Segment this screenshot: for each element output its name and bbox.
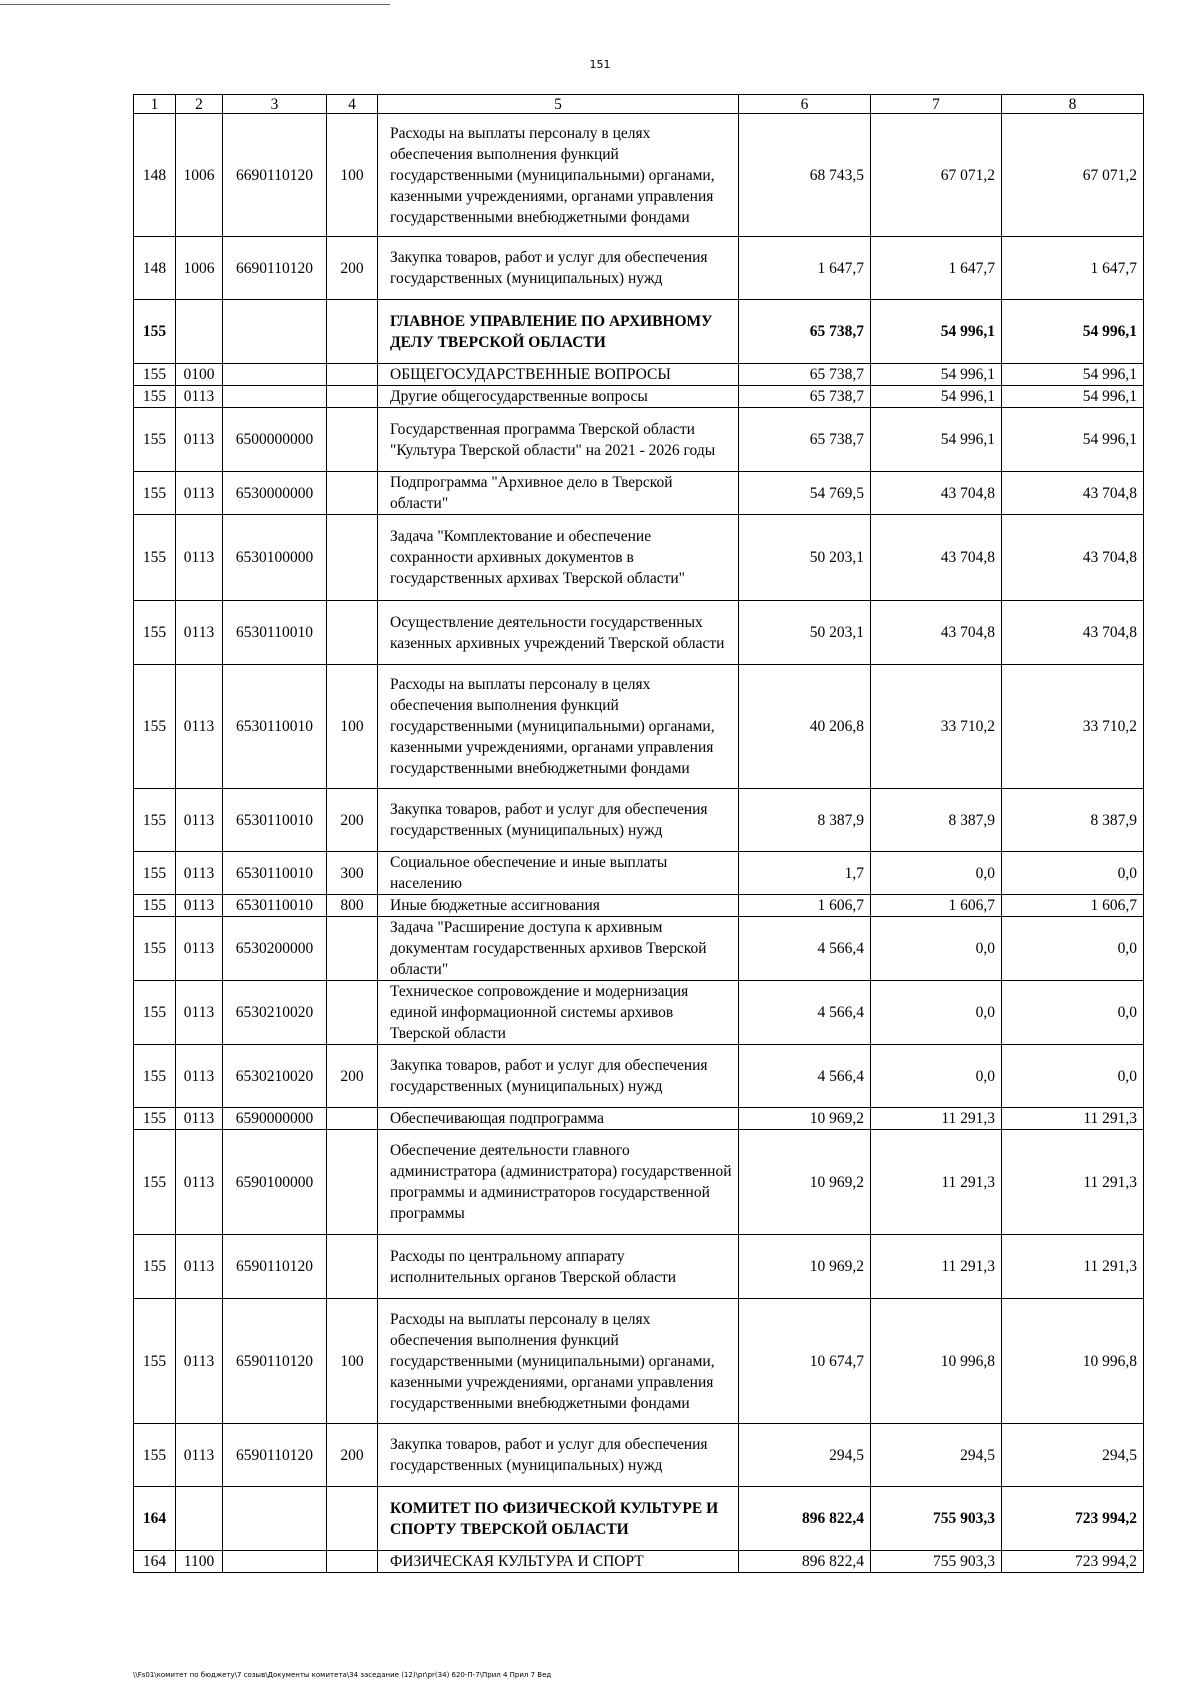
table-row xyxy=(134,472,1144,515)
table-row xyxy=(134,981,1144,1045)
column-header: 2 xyxy=(176,95,223,114)
subsection-code: 1006 xyxy=(176,114,223,237)
amount-col-6: 4 566,4 xyxy=(739,917,871,981)
amount-col-8: 11 291,3 xyxy=(1002,1235,1144,1299)
section-code: 155 xyxy=(134,917,176,981)
section-code: 155 xyxy=(134,1045,176,1108)
table-row xyxy=(134,665,1144,789)
target-article-code: 6530210020 xyxy=(223,1045,327,1108)
amount-col-6: 4 566,4 xyxy=(739,981,871,1045)
item-description: КОМИТЕТ ПО ФИЗИЧЕСКОЙ КУЛЬТУРЕ И СПОРТУ ТВЕРСКОЙ ОБЛАСТИ xyxy=(378,1487,739,1551)
amount-col-6: 294,5 xyxy=(739,1424,871,1487)
amount-col-7: 43 704,8 xyxy=(871,515,1002,601)
amount-col-7: 755 903,3 xyxy=(871,1487,1002,1551)
top-rule xyxy=(0,4,390,5)
amount-col-8: 54 996,1 xyxy=(1002,300,1144,364)
expense-type-code xyxy=(327,601,378,665)
table-body xyxy=(134,95,1144,1573)
section-code: 155 xyxy=(134,1424,176,1487)
section-code: 155 xyxy=(134,364,176,386)
target-article-code: 6530210020 xyxy=(223,981,327,1045)
target-article-code: 6690110120 xyxy=(223,114,327,237)
subsection-code: 0113 xyxy=(176,895,223,917)
section-code: 155 xyxy=(134,1299,176,1424)
item-description: Задача "Комплектование и обеспечение сохранности архивных документов в государственных архивах Тверской области" xyxy=(378,515,739,601)
target-article-code: 6530110010 xyxy=(223,665,327,789)
section-code: 155 xyxy=(134,515,176,601)
amount-col-7: 8 387,9 xyxy=(871,789,1002,852)
table-row xyxy=(134,1108,1144,1130)
item-description: ГЛАВНОЕ УПРАВЛЕНИЕ ПО АРХИВНОМУ ДЕЛУ ТВЕРСКОЙ ОБЛАСТИ xyxy=(378,300,739,364)
amount-col-8: 0,0 xyxy=(1002,1045,1144,1108)
amount-col-8: 723 994,2 xyxy=(1002,1487,1144,1551)
amount-col-6: 10 969,2 xyxy=(739,1130,871,1235)
item-description: Осуществление деятельности государственных казенных архивных учреждений Тверской области xyxy=(378,601,739,665)
amount-col-6: 54 769,5 xyxy=(739,472,871,515)
section-code: 155 xyxy=(134,601,176,665)
expense-type-code: 300 xyxy=(327,852,378,895)
expense-type-code: 200 xyxy=(327,237,378,300)
expense-type-code xyxy=(327,364,378,386)
subsection-code: 0113 xyxy=(176,917,223,981)
target-article-code: 6530110010 xyxy=(223,852,327,895)
table-row xyxy=(134,1487,1144,1551)
subsection-code: 0113 xyxy=(176,789,223,852)
subsection-code: 0113 xyxy=(176,1108,223,1130)
amount-col-7: 54 996,1 xyxy=(871,386,1002,408)
section-code: 155 xyxy=(134,789,176,852)
subsection-code: 0113 xyxy=(176,386,223,408)
page-number: 151 xyxy=(589,58,611,71)
table-row xyxy=(134,1551,1144,1573)
amount-col-8: 43 704,8 xyxy=(1002,515,1144,601)
amount-col-7: 1 606,7 xyxy=(871,895,1002,917)
amount-col-7: 10 996,8 xyxy=(871,1299,1002,1424)
table-row xyxy=(134,1424,1144,1487)
item-description: Техническое сопровождение и модернизация единой информационной системы архивов Тверской области xyxy=(378,981,739,1045)
subsection-code: 0113 xyxy=(176,408,223,472)
amount-col-8: 43 704,8 xyxy=(1002,601,1144,665)
section-code: 155 xyxy=(134,472,176,515)
subsection-code: 0113 xyxy=(176,852,223,895)
table-row xyxy=(134,895,1144,917)
section-code: 155 xyxy=(134,895,176,917)
amount-col-8: 8 387,9 xyxy=(1002,789,1144,852)
amount-col-6: 40 206,8 xyxy=(739,665,871,789)
amount-col-7: 67 071,2 xyxy=(871,114,1002,237)
item-description: Расходы на выплаты персоналу в целях обеспечения выполнения функций государственными (муниципальными) органами, казенными учреждениями, органами управления государственными внебюджетными фондами xyxy=(378,114,739,237)
amount-col-8: 33 710,2 xyxy=(1002,665,1144,789)
amount-col-8: 723 994,2 xyxy=(1002,1551,1144,1573)
amount-col-7: 1 647,7 xyxy=(871,237,1002,300)
target-article-code: 6530000000 xyxy=(223,472,327,515)
item-description: Закупка товаров, работ и услуг для обеспечения государственных (муниципальных) нужд xyxy=(378,1424,739,1487)
target-article-code: 6590000000 xyxy=(223,1108,327,1130)
item-description: Социальное обеспечение и иные выплаты населению xyxy=(378,852,739,895)
expense-type-code xyxy=(327,386,378,408)
expense-type-code: 200 xyxy=(327,789,378,852)
target-article-code: 6690110120 xyxy=(223,237,327,300)
table-row xyxy=(134,364,1144,386)
item-description: Закупка товаров, работ и услуг для обеспечения государственных (муниципальных) нужд xyxy=(378,1045,739,1108)
amount-col-7: 11 291,3 xyxy=(871,1130,1002,1235)
section-code: 164 xyxy=(134,1551,176,1573)
target-article-code: 6590100000 xyxy=(223,1130,327,1235)
amount-col-7: 54 996,1 xyxy=(871,408,1002,472)
item-description: Расходы по центральному аппарату исполнительных органов Тверской области xyxy=(378,1235,739,1299)
target-article-code xyxy=(223,1487,327,1551)
amount-col-7: 11 291,3 xyxy=(871,1108,1002,1130)
amount-col-7: 54 996,1 xyxy=(871,300,1002,364)
amount-col-7: 33 710,2 xyxy=(871,665,1002,789)
amount-col-7: 0,0 xyxy=(871,1045,1002,1108)
item-description: Закупка товаров, работ и услуг для обеспечения государственных (муниципальных) нужд xyxy=(378,789,739,852)
amount-col-8: 54 996,1 xyxy=(1002,364,1144,386)
amount-col-6: 1 606,7 xyxy=(739,895,871,917)
amount-col-8: 10 996,8 xyxy=(1002,1299,1144,1424)
table-row xyxy=(134,114,1144,237)
column-header: 4 xyxy=(327,95,378,114)
table-row xyxy=(134,515,1144,601)
table-row xyxy=(134,1299,1144,1424)
amount-col-7: 0,0 xyxy=(871,852,1002,895)
section-code: 155 xyxy=(134,1130,176,1235)
subsection-code: 1006 xyxy=(176,237,223,300)
expense-type-code xyxy=(327,981,378,1045)
item-description: Закупка товаров, работ и услуг для обеспечения государственных (муниципальных) нужд xyxy=(378,237,739,300)
amount-col-6: 65 738,7 xyxy=(739,386,871,408)
column-header: 7 xyxy=(871,95,1002,114)
expense-type-code: 100 xyxy=(327,665,378,789)
amount-col-6: 65 738,7 xyxy=(739,300,871,364)
subsection-code: 0113 xyxy=(176,1235,223,1299)
table-row xyxy=(134,789,1144,852)
expense-type-code xyxy=(327,408,378,472)
column-header: 5 xyxy=(378,95,739,114)
budget-table xyxy=(133,94,1144,1573)
column-header: 3 xyxy=(223,95,327,114)
section-code: 155 xyxy=(134,408,176,472)
expense-type-code xyxy=(327,515,378,601)
table-row xyxy=(134,917,1144,981)
target-article-code xyxy=(223,300,327,364)
expense-type-code: 100 xyxy=(327,1299,378,1424)
item-description: Расходы на выплаты персоналу в целях обеспечения выполнения функций государственными (муниципальными) органами, казенными учреждениями, органами управления государственными внебюджетными фондами xyxy=(378,665,739,789)
amount-col-6: 65 738,7 xyxy=(739,364,871,386)
subsection-code: 0113 xyxy=(176,601,223,665)
expense-type-code xyxy=(327,300,378,364)
column-header: 6 xyxy=(739,95,871,114)
section-code: 155 xyxy=(134,665,176,789)
amount-col-7: 11 291,3 xyxy=(871,1235,1002,1299)
table-row xyxy=(134,1130,1144,1235)
amount-col-6: 50 203,1 xyxy=(739,601,871,665)
target-article-code: 6530200000 xyxy=(223,917,327,981)
table-row xyxy=(134,237,1144,300)
amount-col-7: 0,0 xyxy=(871,917,1002,981)
subsection-code: 1100 xyxy=(176,1551,223,1573)
amount-col-6: 10 674,7 xyxy=(739,1299,871,1424)
table-row xyxy=(134,1045,1144,1108)
section-code: 155 xyxy=(134,386,176,408)
amount-col-6: 896 822,4 xyxy=(739,1551,871,1573)
table-row xyxy=(134,1235,1144,1299)
section-code: 148 xyxy=(134,114,176,237)
subsection-code: 0113 xyxy=(176,472,223,515)
target-article-code: 6530110010 xyxy=(223,601,327,665)
table-row xyxy=(134,300,1144,364)
expense-type-code xyxy=(327,1108,378,1130)
expense-type-code xyxy=(327,472,378,515)
amount-col-8: 43 704,8 xyxy=(1002,472,1144,515)
expense-type-code: 100 xyxy=(327,114,378,237)
expense-type-code xyxy=(327,1551,378,1573)
amount-col-7: 294,5 xyxy=(871,1424,1002,1487)
target-article-code xyxy=(223,1551,327,1573)
amount-col-8: 0,0 xyxy=(1002,852,1144,895)
section-code: 164 xyxy=(134,1487,176,1551)
table-row xyxy=(134,408,1144,472)
item-description: Иные бюджетные ассигнования xyxy=(378,895,739,917)
item-description: Государственная программа Тверской области "Культура Тверской области" на 2021 - 2026 годы xyxy=(378,408,739,472)
expense-type-code xyxy=(327,917,378,981)
amount-col-6: 68 743,5 xyxy=(739,114,871,237)
item-description: Обеспечение деятельности главного администратора (администратора) государственной программы и администраторов государственной программы xyxy=(378,1130,739,1235)
expense-type-code: 200 xyxy=(327,1045,378,1108)
item-description: ОБЩЕГОСУДАРСТВЕННЫЕ ВОПРОСЫ xyxy=(378,364,739,386)
amount-col-6: 10 969,2 xyxy=(739,1235,871,1299)
section-code: 155 xyxy=(134,981,176,1045)
item-description: ФИЗИЧЕСКАЯ КУЛЬТУРА И СПОРТ xyxy=(378,1551,739,1573)
amount-col-8: 1 647,7 xyxy=(1002,237,1144,300)
target-article-code xyxy=(223,386,327,408)
item-description: Другие общегосударственные вопросы xyxy=(378,386,739,408)
subsection-code: 0113 xyxy=(176,1045,223,1108)
amount-col-8: 67 071,2 xyxy=(1002,114,1144,237)
amount-col-8: 11 291,3 xyxy=(1002,1108,1144,1130)
amount-col-6: 8 387,9 xyxy=(739,789,871,852)
section-code: 155 xyxy=(134,852,176,895)
subsection-code: 0113 xyxy=(176,1130,223,1235)
amount-col-7: 0,0 xyxy=(871,981,1002,1045)
amount-col-6: 65 738,7 xyxy=(739,408,871,472)
amount-col-7: 43 704,8 xyxy=(871,601,1002,665)
table-row xyxy=(134,852,1144,895)
target-article-code: 6590110120 xyxy=(223,1299,327,1424)
amount-col-6: 10 969,2 xyxy=(739,1108,871,1130)
amount-col-6: 1 647,7 xyxy=(739,237,871,300)
amount-col-8: 54 996,1 xyxy=(1002,408,1144,472)
amount-col-7: 43 704,8 xyxy=(871,472,1002,515)
column-header: 8 xyxy=(1002,95,1144,114)
target-article-code: 6590110120 xyxy=(223,1235,327,1299)
subsection-code: 0113 xyxy=(176,665,223,789)
amount-col-8: 294,5 xyxy=(1002,1424,1144,1487)
section-code: 155 xyxy=(134,300,176,364)
amount-col-6: 4 566,4 xyxy=(739,1045,871,1108)
subsection-code: 0113 xyxy=(176,1424,223,1487)
expense-type-code: 200 xyxy=(327,1424,378,1487)
amount-col-6: 896 822,4 xyxy=(739,1487,871,1551)
target-article-code: 6500000000 xyxy=(223,408,327,472)
amount-col-8: 0,0 xyxy=(1002,981,1144,1045)
item-description: Расходы на выплаты персоналу в целях обеспечения выполнения функций государственными (муниципальными) органами, казенными учреждениями, органами управления государственными внебюджетными фондами xyxy=(378,1299,739,1424)
amount-col-8: 0,0 xyxy=(1002,917,1144,981)
target-article-code: 6530100000 xyxy=(223,515,327,601)
target-article-code: 6590110120 xyxy=(223,1424,327,1487)
amount-col-8: 11 291,3 xyxy=(1002,1130,1144,1235)
item-description: Обеспечивающая подпрограмма xyxy=(378,1108,739,1130)
amount-col-7: 755 903,3 xyxy=(871,1551,1002,1573)
table-row xyxy=(134,601,1144,665)
expense-type-code: 800 xyxy=(327,895,378,917)
target-article-code xyxy=(223,364,327,386)
amount-col-8: 54 996,1 xyxy=(1002,386,1144,408)
item-description: Задача "Расширение доступа к архивным документам государственных архивов Тверской области" xyxy=(378,917,739,981)
target-article-code: 6530110010 xyxy=(223,789,327,852)
amount-col-6: 1,7 xyxy=(739,852,871,895)
subsection-code xyxy=(176,300,223,364)
expense-type-code xyxy=(327,1130,378,1235)
section-code: 155 xyxy=(134,1108,176,1130)
amount-col-7: 54 996,1 xyxy=(871,364,1002,386)
subsection-code: 0100 xyxy=(176,364,223,386)
column-header: 1 xyxy=(134,95,176,114)
item-description: Подпрограмма "Архивное дело в Тверской области" xyxy=(378,472,739,515)
file-path-footer: \\Fs01\комитет по бюджету\7 созыв\Документы комитета\34 заседание (12)\pr\pr(34) 620-П-7\Прил 4 Прил 7 Вед xyxy=(133,1671,552,1679)
amount-col-6: 50 203,1 xyxy=(739,515,871,601)
subsection-code: 0113 xyxy=(176,981,223,1045)
subsection-code: 0113 xyxy=(176,515,223,601)
target-article-code: 6530110010 xyxy=(223,895,327,917)
header-row xyxy=(134,95,1144,114)
section-code: 148 xyxy=(134,237,176,300)
subsection-code: 0113 xyxy=(176,1299,223,1424)
table-row xyxy=(134,386,1144,408)
section-code: 155 xyxy=(134,1235,176,1299)
amount-col-8: 1 606,7 xyxy=(1002,895,1144,917)
expense-type-code xyxy=(327,1235,378,1299)
expense-type-code xyxy=(327,1487,378,1551)
subsection-code xyxy=(176,1487,223,1551)
